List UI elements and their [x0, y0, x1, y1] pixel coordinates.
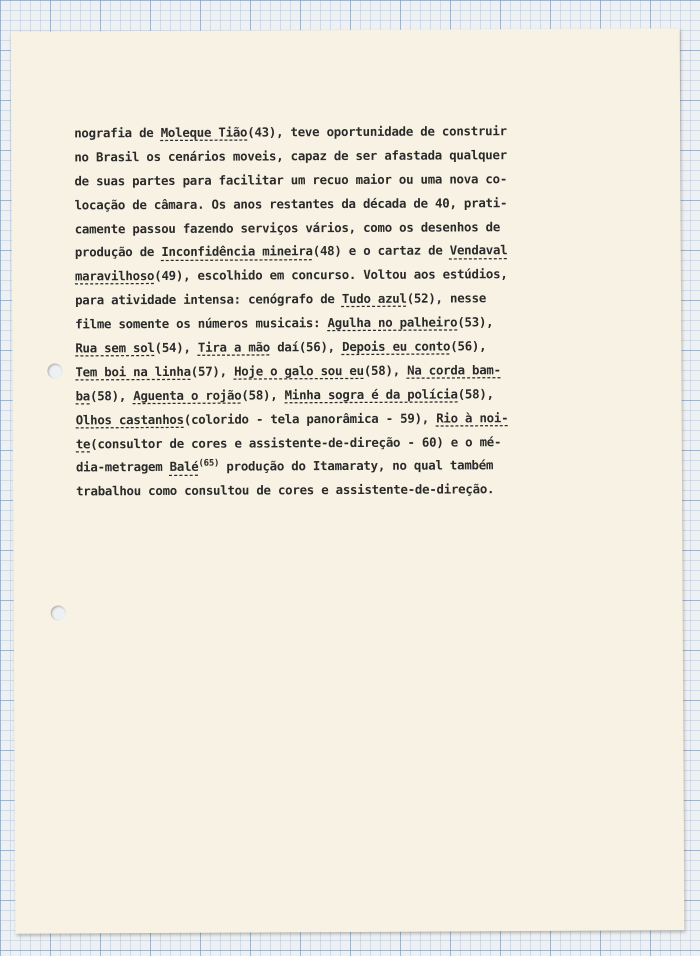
- text-line: [74, 119, 554, 145]
- underlined-title: Tira a mão: [197, 339, 271, 355]
- underlined-title: Minha sogra é da polícia: [284, 386, 458, 403]
- text-segment: trabalhou como consultou de cores e assistente-de-direção.: [76, 481, 495, 499]
- text-segment: de suas partes para facilitar um recuo maior ou uma nova co-: [74, 170, 508, 189]
- text-segment: nografia de: [74, 124, 161, 141]
- underlined-title: Vendaval: [449, 242, 508, 258]
- underlined-title: Rua sem sol: [75, 340, 155, 356]
- text-line: [76, 429, 556, 455]
- text-line: [76, 453, 556, 479]
- text-line: [74, 167, 554, 193]
- typewritten-text: [74, 119, 556, 504]
- text-segment: daí(56),: [269, 339, 343, 355]
- text-line: [74, 191, 554, 217]
- underlined-title: te: [75, 435, 91, 452]
- text-line: [75, 334, 555, 360]
- text-segment: (58),: [363, 362, 408, 378]
- text-segment: para atividade intensa: cenógrafo de: [75, 291, 342, 308]
- underlined-title: maravilhoso: [74, 268, 155, 284]
- text-segment: (colorido - tela panorâmica - 59),: [183, 410, 437, 427]
- text-segment: (56),: [450, 338, 487, 354]
- text-segment: no Brasil os cenários moveis, capaz de ser afastada qualquer: [74, 147, 507, 165]
- underlined-title: Tem boi na linha: [75, 363, 191, 380]
- underlined-title: Agulha no palheiro: [327, 314, 458, 331]
- text-line: [75, 286, 555, 312]
- text-segment: (48) e o cartaz de: [312, 242, 450, 259]
- text-line: [75, 358, 555, 384]
- text-segment: filme somente os números musicais:: [75, 315, 328, 332]
- document-page: [11, 28, 685, 933]
- text-segment: (58),: [241, 387, 285, 403]
- text-segment: locação de câmara. Os anos restantes da década de 40, prati-: [74, 194, 508, 213]
- underlined-title: Hoje o galo sou eu: [234, 362, 364, 379]
- underlined-title: Na corda bam-: [407, 362, 501, 378]
- underlined-title: Tudo azul: [341, 290, 407, 307]
- text-line: [75, 310, 555, 336]
- text-segment: produção do Itamaraty, no qual também: [219, 457, 494, 475]
- text-segment: (58),: [89, 387, 134, 404]
- underlined-title: Moleque Tião: [160, 124, 248, 140]
- text-segment: camente passou fazendo serviços vários, como os desenhos de: [74, 218, 501, 236]
- punch-hole: [51, 605, 66, 620]
- underlined-title: Balé: [169, 459, 199, 475]
- underlined-title: Olhos castanhos: [75, 411, 184, 428]
- text-segment: (consultor de cores e assistente-de-direção - 60) e o mé-: [90, 433, 502, 451]
- text-line: [76, 477, 556, 503]
- text-segment: (58),: [457, 386, 494, 402]
- superscript-note: (65): [198, 459, 220, 470]
- underlined-title: Aguenta o rojão: [133, 387, 242, 403]
- text-segment: (57),: [190, 363, 235, 379]
- text-segment: (53),: [457, 314, 494, 330]
- text-line: [74, 143, 554, 169]
- underlined-title: Inconfidência mineira: [161, 243, 313, 260]
- text-line: [76, 406, 556, 432]
- text-segment: produção de: [74, 244, 162, 260]
- text-line: [75, 214, 555, 240]
- underlined-title: ba: [75, 388, 91, 404]
- text-segment: dia-metragem: [75, 459, 170, 475]
- text-segment: (49), escolhido em concurso. Voltou aos estúdios,: [154, 266, 508, 284]
- punch-hole: [47, 363, 62, 378]
- text-segment: (54),: [154, 339, 198, 356]
- text-line: [75, 262, 555, 288]
- text-line: [75, 382, 555, 408]
- text-segment: (52), nesse: [406, 290, 487, 306]
- underlined-title: Rio à noi-: [436, 409, 509, 426]
- text-segment: (43), teve oportunidade de construir: [247, 123, 507, 140]
- underlined-title: Depois eu conto: [342, 338, 451, 355]
- text-line: [75, 238, 555, 264]
